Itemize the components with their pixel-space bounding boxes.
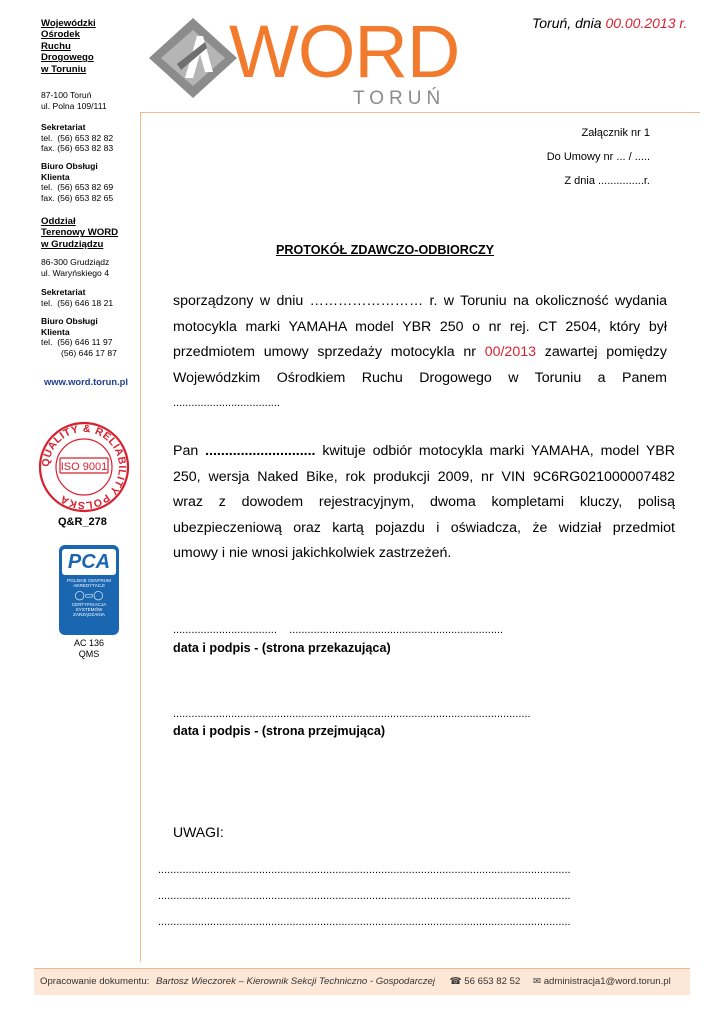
oddzial-line: Oddział [41,216,76,227]
para-line: sporządzony w dniu …………………… r. w Toruniu na okoliczność wydania [173,293,667,309]
remarks-label: UWAGI: [173,824,224,840]
email-icon: ✉ [532,976,542,987]
biuro-title: Klienta [41,326,70,337]
page-title: PROTOKÓŁ ZDAWCZO-ODBIORCZY [276,243,495,257]
remarks-line: ....................................................................................................................................... [158,890,571,902]
contract-number: 00/2013 [484,344,536,361]
para-line: wraz z dowodem rejestracyjnym, dwoma kompletami kluczy, polisą [173,494,675,511]
para-line [173,340,667,366]
attachment-line: Do Umowy nr ... / ..... [546,151,650,163]
para-line: Wojewódzkim Ośrodkiem Ruchu Drogowego w Toruniu a Panem [173,369,667,386]
sidebar-address [41,90,107,111]
footer-email[interactable]: administracja1@word.torun.pl [543,976,671,987]
sekretariat-title: Sekretariat [41,287,86,297]
date-value: 00.00.2013 r. [605,15,688,31]
paragraph-1 [173,289,667,417]
org-line-3: Ruchu [41,40,71,52]
pca-line: POLSKIE CENTRUM [67,578,111,583]
para-line: motocykla marki YAMAHA model YBR 250 o nr rej. CT 2504, który był [173,318,667,335]
iso-stamp [37,420,131,514]
logo-city-text: TORUŃ [353,88,446,109]
logo-word-text: WORD [229,10,460,93]
paragraph-2 [173,439,675,567]
sekretariat-fax: fax. (56) 653 82 83 [41,143,114,154]
sekretariat-tel: tel. (56) 653 82 82 [41,132,114,143]
para-text: Pan [173,443,206,459]
para-line: 250, wersja Naked Bike, rok produkcji 2009, nr VIN 9C6RG021000007482 [173,468,675,485]
para-text: kwituje odbiór motocykla marki YAMAHA, model YBR [315,443,675,459]
remarks-line: ....................................................................................................................................... [158,916,571,928]
sidebar-biuro-2 [41,316,117,358]
para-line [173,439,675,465]
oddzial-line: Terenowy WORD [41,227,119,239]
sidebar-org-name [41,18,141,75]
address-line: ul. Waryńskiego 4 [41,267,109,278]
remarks-line: ....................................................................................................................................... [158,864,571,876]
date-prefix: Toruń, dnia [532,15,606,31]
iso-code: Q&R_278 [58,516,107,528]
pca-line: CERTYFIKACJA [71,602,107,607]
website-link[interactable]: www.word.torun.pl [44,376,129,387]
biuro-title: Biuro Obsługi [41,161,98,171]
org-line-2: Ośrodek [41,29,80,41]
para-line: ubezpieczeniową oraz kartą pojazdu i oświadcza, że widział przedmiot [173,519,675,536]
attachment-block [470,121,650,193]
para-text: zawartej pomiędzy [536,344,667,361]
signature-2-label: data i podpis - (strona przejmująca) [173,724,386,738]
iso-center-text: ISO 9001 [60,461,108,473]
vertical-divider [140,112,141,962]
sidebar-oddzial-address [41,257,109,278]
signature-2-dots: ..................................................................................................................... [173,708,531,720]
horizontal-divider [140,112,700,113]
sidebar-oddzial [41,216,118,250]
remarks-lines [158,857,571,935]
biuro-title: Biuro Obsługi [41,316,98,326]
page-footer [34,968,690,995]
address-line: ul. Polna 109/111 [41,100,107,111]
sidebar-sekretariat-2 [41,287,113,308]
org-line-5: w Toruniu [41,63,87,75]
pca-code [70,638,108,660]
sidebar-sekretariat [41,122,113,154]
footer-prefix: Opracowanie dokumentu: [40,976,150,987]
word-logo [145,10,460,109]
para-line: ................................... [173,397,280,410]
footer-phone: 56 653 82 52 [464,976,521,987]
pca-logo: PCA [67,551,111,573]
biuro-tel: (56) 646 17 87 [61,347,117,358]
attachment-line: Załącznik nr 1 [581,127,650,139]
sidebar-biuro [41,161,113,203]
footer-author: Bartosz Wieczorek – Kierownik Sekcji Techniczno - Gospodarczej [156,976,435,987]
phone-icon: ☎ [449,976,462,987]
name-placeholder: ............................ [205,443,316,459]
address-line: 87-100 Toruń [41,90,92,100]
para-text: przedmiotem umowy sprzedaży motocykla nr [173,344,485,361]
pca-line: AKREDYTACJI [73,583,105,588]
pca-chain-icon: ◯▭◯ [74,590,104,600]
pca-code-line: QMS [78,649,100,659]
document-date [532,15,687,31]
biuro-title: Klienta [41,171,70,182]
signature-1-label: data i podpis - (strona przekazująca) [173,641,391,655]
biuro-tel: tel. (56) 646 11 97 [41,337,113,348]
org-line-1: Wojewódzki [41,18,96,29]
biuro-fax: fax. (56) 653 82 65 [41,192,114,203]
sekretariat-tel: tel. (56) 646 18 21 [41,297,114,308]
org-line-4: Drogowego [41,52,94,64]
signature-1-dots: .................................. ...................................................................... [173,624,504,636]
para-line: umowy i nie wnosi jakichkolwiek zastrzeżeń. [173,545,452,562]
iso-ring-text: QUALITY & RELIABILITY POLSKA [39,422,129,512]
biuro-tel: tel. (56) 653 82 69 [41,182,114,193]
pca-badge [59,545,119,635]
attachment-line: Z dnia ...............r. [564,175,650,187]
oddzial-line: w Grudziądzu [41,238,104,250]
pca-line: SYSTEMÓW [75,607,103,612]
sekretariat-title: Sekretariat [41,122,86,132]
address-line: 86-300 Grudziądz [41,257,110,267]
pca-code-line: AC 136 [73,638,105,648]
pca-line: ZARZĄDZANIA [73,612,105,617]
